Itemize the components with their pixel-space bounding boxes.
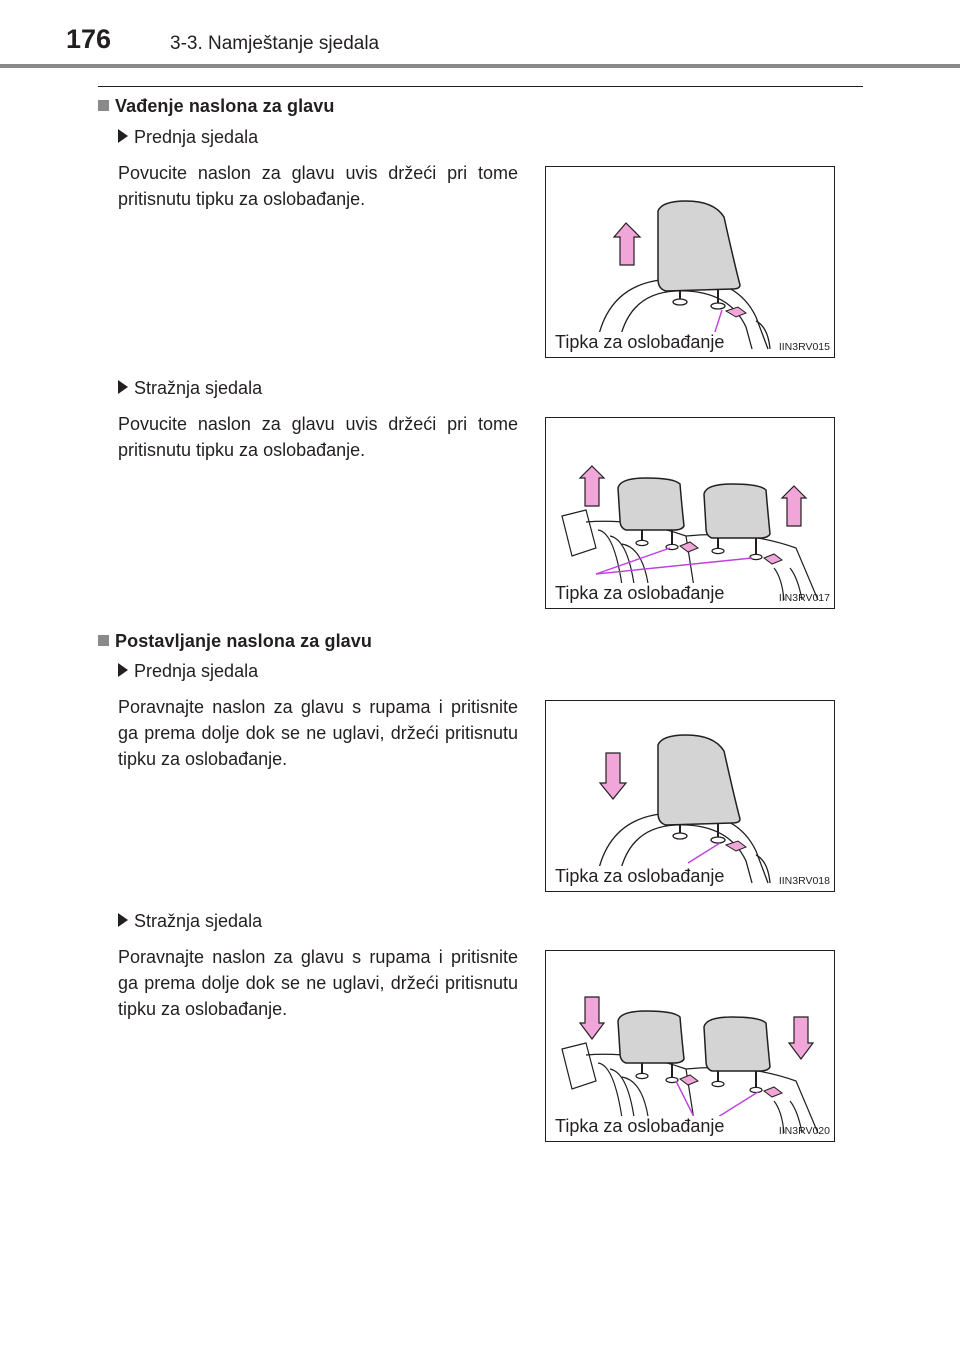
figure-label: Tipka za oslobađanje: [555, 866, 725, 886]
square-bullet-icon: [98, 635, 109, 646]
instruction-rear-removal: Povucite naslon za glavu uvis držeći pri tome pritisnutu tipku za oslobađanje.: [118, 414, 518, 460]
subheading-text: Prednja sjedala: [134, 127, 259, 147]
instruction-front-removal: Povucite naslon za glavu uvis držeći pri tome pritisnutu tipku za oslobađanje.: [118, 163, 518, 209]
figure-front-installation: [545, 700, 835, 892]
triangle-bullet-icon: [118, 913, 128, 927]
figure-code: IIN3RV018: [778, 875, 830, 887]
instruction-rear-installation: Poravnajte naslon za glavu s rupama i pritisnite ga prema dolje dok se ne uglavi, držeći pritisnutu tipku za oslobađanje.: [118, 947, 518, 1019]
figure-code: IIN3RV020: [778, 1125, 830, 1137]
header-rule: [0, 64, 960, 68]
triangle-bullet-icon: [118, 663, 128, 677]
subheading-rear-removal: [118, 378, 262, 399]
page-header: [0, 0, 960, 66]
instruction-front-installation: Poravnajte naslon za glavu s rupama i pritisnite ga prema dolje dok se ne uglavi, držeći pritisnutu tipku za oslobađanje.: [118, 697, 518, 769]
subheading-text: Prednja sjedala: [134, 661, 259, 681]
figure-front-removal: [545, 166, 835, 358]
figure-label: Tipka za oslobađanje: [555, 583, 725, 603]
section-title-removal: [98, 96, 334, 117]
triangle-bullet-icon: [118, 380, 128, 394]
section-title-installation: [98, 631, 372, 652]
square-bullet-icon: [98, 100, 109, 111]
figure-rear-installation: [545, 950, 835, 1142]
section-title-text: Postavljanje naslona za glavu: [115, 631, 372, 651]
subheading-front-removal: [118, 127, 258, 148]
subheading-front-installation: [118, 661, 258, 682]
figure-label: Tipka za oslobađanje: [555, 332, 725, 352]
subheading-rear-installation: [118, 911, 262, 932]
triangle-bullet-icon: [118, 129, 128, 143]
section-title-text: Vađenje naslona za glavu: [115, 96, 335, 116]
subheading-text: Stražnja sjedala: [134, 911, 263, 931]
top-rule: [98, 86, 863, 87]
figure-code: IIN3RV015: [778, 341, 830, 353]
chapter-title: 3-3. Namještanje sjedala: [170, 33, 380, 54]
figure-rear-removal: [545, 417, 835, 609]
page-number: 176: [66, 24, 112, 54]
figure-label: Tipka za oslobađanje: [555, 1116, 725, 1136]
figure-code: IIN3RV017: [778, 592, 830, 604]
subheading-text: Stražnja sjedala: [134, 378, 263, 398]
